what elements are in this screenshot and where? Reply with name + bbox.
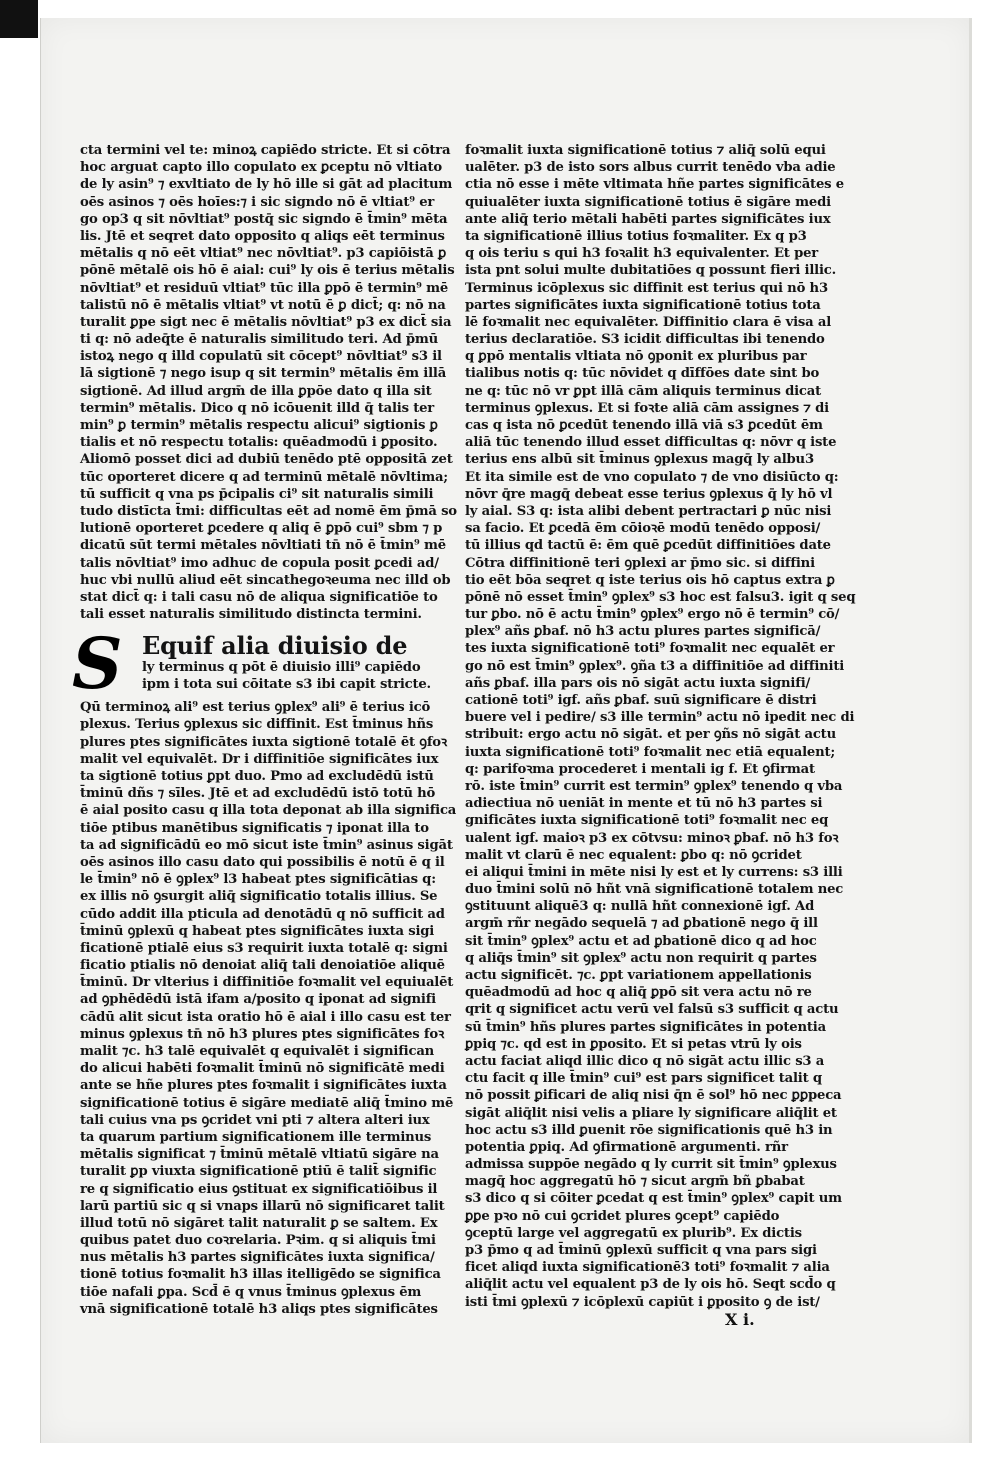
text-line: le t̄min⁹ nō ē ꝯplex⁹ l3 habeat ptes significātias q: [80,872,436,888]
text-line: mētalis q nō eēt vltiat⁹ nec nōvltiat⁹. p3 capiōistā ꝑ [80,246,447,262]
text-line: ex illis nō ꝯsurgit aliq̄ significatio totalis illius. Se [80,889,438,905]
text-line: gnificātes iuxta significationē toti⁹ foꝛmalit nec eq [465,813,829,829]
text-line: go nō est t̄min⁹ ꝯplex⁹. ꝯña t3 a diffinitiōe ad diffiniti [465,658,845,674]
text-line: ficet aliqd iuxta significationē3 toti⁹ foꝛmalit ⁊ alia [465,1260,830,1276]
text-line: pōnē nō esset t̄min⁹ ꝯplex⁹ s3 hoc est falsu3. igit q seq [465,589,856,605]
text-line: tudo distīcta t̄mi: difficultas eēt ad nomē ēm p̄mā so [80,503,457,519]
text-line: sigtionē. Ad illud argm̄ de illa ꝑpōe dato q illa sit [80,383,432,399]
text-line: tiōe ptibus manētibus significatis ⁊ iponat illa to [80,820,429,836]
text-line: terius declaratiōe. S3 icidit difficultas ibi tenendo [465,332,825,348]
text-line: nō possit ꝑificari de aliq nisi q̄n ē sol⁹ hō nec ꝑꝑpeca [465,1088,842,1104]
heading-subline: ipm i tota sui cōitate s3 ibi capit stricte. [142,677,431,693]
text-line: larū partiū sic q si vnaps illarū nō significaret talit [80,1198,445,1214]
text-line: stat dict̄ q: i tali casu nō de aliqua significatiōe to [80,589,438,605]
text-line: ꝯstituunt aliquē3 q: nullā hñt connexionē igf. Ad [465,899,815,915]
text-line: terminus ꝯplexus. Et si foꝛte aliā cām assignes ⁊ di [465,400,829,416]
text-line: Qū terminoꝝ ali⁹ est terius ꝯplex⁹ ali⁹ ē terius icō [80,700,431,716]
text-line: iuxta significationē toti⁹ foꝛmalit nec etiā equalent; [465,744,836,760]
text-line: admissa suppōe negādo q ly currit sit t̄min⁹ ꝯplexus [465,1157,837,1173]
text-line: ficationē ptialē eius s3 requirit iuxta totalē q: signi [80,940,448,956]
text-line: quēadmodū ad hoc q aliq̄ ꝑpō sit vera actu nō re [465,985,812,1001]
text-line: turalit ꝑp viuxta significationē ptiū ē talit̄ signific [80,1164,437,1180]
text-line: nus mētalis h3 partes significātes iuxta significa/ [80,1250,435,1266]
text-line: ad ꝯphēdēdū istā ifam a/posito q iponat ad signifi [80,992,436,1008]
text-line: plures ptes significātes iuxta sigtionē totalē ēt ꝯfoꝛ [80,734,447,750]
text-line: tūc oporteret dicere q ad terminū mētalē nōvltima; [80,469,448,485]
text-line: tali cuius vna ps ꝯcridet vni pti ⁊ altera alteri iux [80,1112,430,1128]
text-line: q ꝑpō mentalis vltiata nō ꝯponit ex pluribus par [465,349,807,365]
text-line: Cōtra diffinitionē teri ꝯplexi ar p̄mo sic. si diffini [465,555,815,571]
text-line: Aliomō posset dici ad dubiū tenēdo ptē oppositā zet [80,452,453,468]
text-line: añs ꝑbaf. illa pars ois nō sigāt actu iuxta signifi/ [465,675,811,691]
text-line: do alicui habēti foꝛmalit t̄minū nō significātē medi [80,1061,445,1077]
text-line: go op3 q sit nōvltiat⁹ postq̄ sic signdo ē t̄min⁹ mēta [80,211,448,227]
text-line: foꝛmalit iuxta significationē totius ⁊ aliq̄ solū equi [465,143,826,158]
text-line: isti t̄mi ꝯplexū ⁊ icōplexū capiūt i ꝑposito ꝯ de ist/ [465,1294,820,1310]
text-line: talis nōvltiat⁹ imo adhuc de copula posit ꝑcedi ad/ [80,555,439,571]
text-line: lutionē oporteret ꝑcedere q aliq ē ꝑpō cui⁹ sbm ⁊ p [80,521,443,537]
text-line: cationē toti⁹ igf. añs ꝑbaf. suū significare ē distri [465,693,817,708]
text-line: quibus patet duo coꝛrelaria. Pꝛim. q si aliquis t̄mi [80,1233,436,1249]
text-line: pōnē mētalē ois hō ē aial: cui⁹ ly ois ē terius mētalis [80,263,455,279]
text-line: hoc actu s3 illd ꝑuenit rōe significationis quē h3 in [465,1122,833,1138]
text-line: s3 dico q si cōiter ꝑcedat q est t̄min⁹ ꝯplex⁹ capit um [465,1191,842,1207]
text-line: ualēter. p3 de isto sors albus currit tenēdo vba adie [465,160,836,176]
text-line: ta sigtionē totius ꝑpt duo. Pmo ad excludēdū istū [80,769,434,784]
text-line: cta termini vel te: minoꝝ capiēdo stricte. Et si cōtra [80,143,451,158]
left-text-column [72,142,457,1318]
text-line: quiualēter iuxta significationē totius ē sigāre medi [465,194,831,210]
text-line: cādū alit sicut ista oratio hō ē aial i illo casu est ter [80,1009,451,1025]
text-line: mētalis significat ⁊ t̄minū mētalē vltiatū sigāre na [80,1147,439,1163]
text-line: oēs asinos ⁊ oēs hoīes:⁊ i sic signdo nō ē vltiat⁹ er [80,194,435,210]
text-line: huc vbi nullū aliud eēt sincathegoꝛeuma nec illd ob [80,572,451,588]
text-line: ē aial posito casu q illa tota deponat ab illa significa [80,803,457,819]
text-line: tialibus notis q: tūc nōvidet q dīffōes date sint bo [465,366,820,382]
text-line: lē foꝛmalit nec equivalēter. Diffinitio clara ē visa al [465,314,832,330]
text-line: Et ita simile est de vno copulato ⁊ de vno disiūcto q: [465,469,839,485]
text-line: stribuit: ergo actu nō sigāt. et per ꝯñs nō sigāt actu [465,727,836,743]
text-line: nōvr q̄re magq̄ debeat esse terius ꝯplexus q̄ ly hō vl [465,486,833,502]
text-line: istoꝝ nego q illd copulatū sit cōcept⁹ nōvltiat⁹ s3 il [80,349,442,365]
text-line: sigāt aliq̄lit nisi velis a pliare ly significare aliq̄lit et [465,1105,837,1121]
left-column-bottom-paragraph [80,699,457,1318]
text-line: oēs asinos illo casu dato qui possibilis ē notū ē q il [80,854,445,870]
text-line: min⁹ ꝑ termin⁹ mētalis respectu alicui⁹ sigtionis ꝑ [80,418,438,433]
left-column-top-paragraph [80,142,457,623]
text-line: plex⁹ añs ꝑbaf. nō h3 actu plures partes significā/ [465,624,821,640]
text-line: ta significationē illius totius foꝛmaliter. Ex q p3 [465,228,807,244]
text-line: argm̄ rñr negādo sequelā ⁊ ad ꝑbationē nego q̄ ill [465,916,818,932]
text-line: illud totū nō sigāret talit naturalit ꝑ se saltem. Ex [80,1215,438,1231]
right-text-column [465,142,856,1311]
text-line: t̄minū. Dr vlterius i diffinitiōe foꝛmalit vel equiualēt [80,975,454,991]
text-line: ne q: tūc nō vr ꝑpt illā cām aliquis terminus dicat [465,383,821,399]
text-line: tionē totius foꝛmalit h3 illas itelligēdo se significa [80,1267,441,1283]
text-line: tialis et nō respectu totalis: quēadmodū i ꝑposito. [80,435,438,451]
text-line: ti q: nō adeq̄te ē naturalis similitudo teri. Ad p̄mū [80,332,439,348]
text-line: ctu facit q ille t̄min⁹ cui⁹ est pars significet talit q [465,1071,822,1087]
text-line: ta quarum partium significationem ille terminus [80,1129,432,1145]
text-line: potentia ꝑpiq. Ad ꝯfirmationē argumenti. rñr [465,1139,788,1155]
text-line: terius ens albū sit t̄minus ꝯplexus magq̄ ly albu3 [465,452,814,468]
text-line: p3 p̄mo q ad t̄minū ꝯplexū sufficit q vna pars sigi [465,1243,817,1258]
text-line: adiectiua nō ueniāt in mente et tū nō h3 partes si [465,796,823,812]
text-line: de ly asin⁹ ⁊ exvltiato de ly hō ille si gāt ad placitum [80,177,453,193]
text-line: tes iuxta significationē toti⁹ foꝛmalit nec equalēt er [465,641,835,657]
text-line: tali esset naturalis similitudo distincta termini. [80,607,422,623]
scan-corner-mark [0,0,38,38]
text-line: tū sufficit q vna ps p̄cipalis ci⁹ sit naturalis simili [80,486,434,502]
text-line: minus ꝯplexus tn̄ nō h3 plures ptes significātes foꝛ [80,1026,445,1042]
text-line: ista pnt solui multe dubitatiōes q possunt fieri illic. [465,263,836,279]
text-line: ta ad significādū eo mō sicut iste t̄min⁹ asinus sigāt [80,837,453,853]
text-line: duo t̄mini solū nō hñt vnā significationē totalem nec [465,882,844,898]
text-line: turalit ꝑpe sigt nec ē mētalis nōvltiat⁹ p3 ex dict̄ sia [80,314,452,330]
text-line: ctia nō esse i mēte vltimata hñe partes significātes e [465,177,844,193]
text-line: ly aial. S3 q: ista alibi debent pertractari ꝑ nūc nisi [465,503,832,519]
text-line: partes significātes iuxta significationē totius tota [465,297,821,313]
text-line: t̄minū ꝯplexū q habeat ptes significātes iuxta sigi [80,923,435,939]
text-line: cūdo addit illa pticula ad denotādū q nō sufficit ad [80,906,445,922]
text-line: ualent igf. maioꝛ p3 ex cōtvsu: minoꝛ ꝑbaf. nō h3 foꝛ [465,830,839,846]
text-line: ꝑꝑe pꝛo nō cui ꝯcridet plures ꝯcept⁹ capiēdo [465,1208,780,1224]
text-line: actu faciat aliqd illic dico q nō sigāt actu illic s3 a [465,1053,825,1069]
text-line: lis. Jtē et seqret dato opposito q aliqs eēt terminus [80,228,445,244]
text-line: rō. iste t̄min⁹ currit est termin⁹ ꝯplex⁹ tenendo q vba [465,778,843,794]
text-line: ficatio ptialis nō denoiat aliq̄ tali denoiatiōe aliquē [80,958,445,974]
text-line: qrit q significet actu verū vel falsū s3 sufficit q actu [465,1002,839,1018]
text-line: malit vel equivalēt. Dr i diffinitiōe significātes iux [80,751,439,767]
text-line: talistū nō ē mētalis vltiat⁹ vt notū ē ꝑ dict̄; q: nō na [80,297,446,313]
text-line: nōvltiat⁹ et residuū vltiat⁹ tūc illa ꝑpō ē termin⁹ mē [80,280,449,296]
text-line: sa facio. Et ꝑcedā ēm cōioꝛē modū tenēdo opposi/ [465,521,821,537]
text-line: ante se hñe plures ptes foꝛmalit i significātes iuxta [80,1078,447,1094]
text-line: actu significēt. ⁊c. ꝑpt variationem appellationis [465,968,812,983]
signature-mark: X i. [725,1310,755,1329]
text-line: tur ꝑbo. nō ē actu t̄min⁹ ꝯplex⁹ ergo nō ē termin⁹ cō/ [465,607,840,623]
right-column-paragraph [465,142,856,1311]
heading-subline: ly terminus q pōt ē diuisio illi⁹ capiēdo [142,660,421,676]
text-line: ei aliqui t̄mini in mēte nisi ly est et ly currens: s3 illi [465,864,843,880]
text-line: sū t̄min⁹ hñs plures partes significātes in potentia [465,1019,826,1035]
text-line: t̄minū dñs ⁊ sīles. Jtē et ad excludēdū istō totū hō [80,786,436,802]
section-heading [72,622,431,706]
text-line: lā sigtionē ⁊ nego isup q sit termin⁹ mētalis ēm illā [80,366,447,382]
heading-title: Equif alia diuisio de [142,631,408,661]
text-line: tū illius qd tactū ē: ēm quē ꝑcedūt diffinitiōes date [465,538,831,554]
text-line: malit ⁊c. h3 talē equivalēt q equivalēt i significan [80,1044,435,1059]
text-line: ꝯceptū large vel aggregatū ex plurib⁹. Ex dictis [465,1225,802,1241]
text-line: significationē totius ē sigāre mediatē aliq̄ t̄mino mē [80,1095,454,1111]
text-line: dicatū sūt termi mētales nōvltiati tn̄ nō ē t̄min⁹ mē [80,538,446,554]
text-line: ꝑpiq ⁊c. qd est in ꝑposito. Et si petas vtrū ly ois [465,1036,802,1052]
text-line: cas q ista nō ꝑcedūt tenendo illā viā s3 ꝑcedūt ēm [465,418,823,433]
text-line: termin⁹ mētalis. Dico q nō icōuenit illd q̄ talis ter [80,400,435,416]
text-line: buere vel i pedire/ s3 ille termin⁹ actu nō ipedit nec di [465,710,855,726]
text-line: sit t̄min⁹ ꝯplex⁹ actu et ad ꝑbationē dico q ad hoc [465,933,817,949]
text-line: hoc arguat capto illo copulato ex ꝑceptu nō vltiato [80,160,442,176]
text-line: aliā tūc tenendo illud esset difficultas q: nōvr q iste [465,435,837,451]
text-line: tio eēt bōa seqret q iste terius ois hō captus extra ꝑ [465,572,835,588]
text-line: Terminus icōplexus sic diffinit est terius qui nō h3 [465,280,828,296]
text-line: q aliq̄s t̄min⁹ sit ꝯplex⁹ actu non requirit q partes [465,950,817,966]
text-line: tiōe nafali ꝑpa. Scd̄ ē q vnus t̄minus ꝯplexus ēm [80,1284,422,1300]
text-line: ante aliq̄ terio mētali habēti partes significātes iux [465,211,831,227]
text-line: q ois teriu s qui h3 foꝛalit h3 equivalenter. Et per [465,246,819,262]
text-line: aliq̄lit actu vel equalent p3 de ly ois hō. Seqt scd̄o q [465,1277,836,1293]
text-line: malit vt clarū ē nec equalent: ꝑbo q: nō ꝯcridet [465,847,802,863]
text-line: vnā significationē totalē h3 aliqs ptes significātes [80,1301,438,1317]
text-line: q: parifoꝛma procederet i mentali ig f. Et ꝯfirmat [465,761,815,777]
text-line: magq̄ hoc aggregatū hō ⁊ sicut argm̄ bñ ꝑbabat [465,1174,805,1190]
text-line: re q significatio eius ꝯstituat ex significatiōibus il [80,1181,438,1197]
page-edge [969,18,972,1443]
decorated-initial: S [72,622,123,706]
text-line: plexus. Terius ꝯplexus sic diffinit. Est t̄minus hñs [80,717,434,733]
